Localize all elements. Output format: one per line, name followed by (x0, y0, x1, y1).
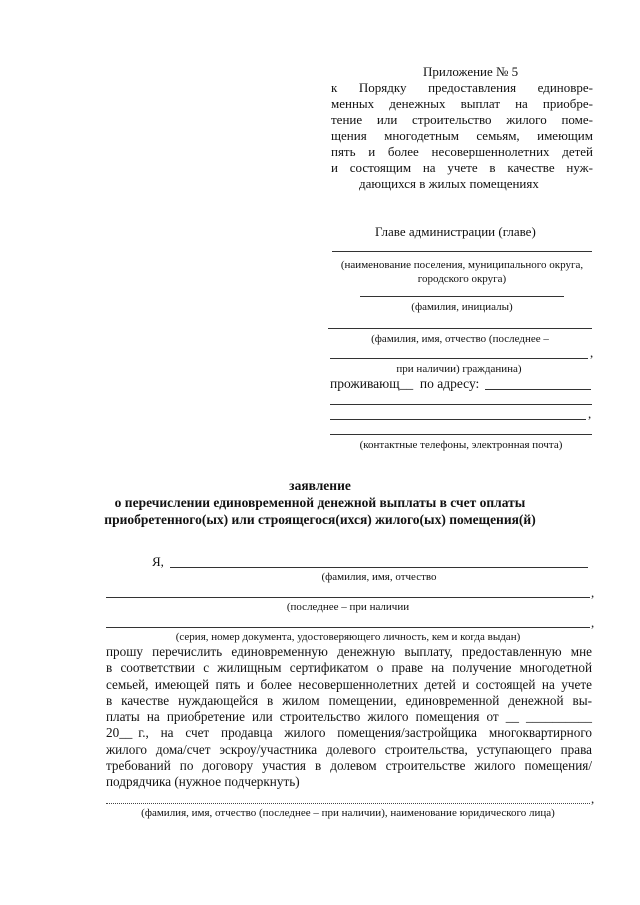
statement-subheading-2: приобретенного(ых) или строящегося(ихся) жилого(ых) помещения(й) (104, 512, 536, 527)
applicant-caption-2: при наличии) гражданина) (396, 363, 522, 375)
settlement-caption (322, 258, 602, 286)
appendix-line: менных денежных выплат на приобре- (331, 96, 593, 111)
appendix-last-line: дающихся в жилых помещениях (359, 176, 539, 191)
fio-comma: , (591, 585, 595, 600)
body-last-line: подрядчика (нужное подчеркнуть) (106, 774, 300, 790)
document-comma: , (591, 615, 595, 630)
address-comma: , (588, 406, 592, 421)
i-label: Я, (152, 554, 164, 569)
body-line: в качестве нуждающейся в жилом помещении, единовременной денежной вы- (106, 692, 592, 708)
appendix-text (331, 80, 593, 176)
statement-subheading-1: о перечислении единовременной денежной выплаты в счет оплаты (114, 495, 526, 510)
fio-line (170, 567, 588, 568)
settlement-line (332, 251, 592, 252)
fio-caption: (фамилия, имя, отчество (321, 571, 437, 583)
head-name-caption: (фамилия, инициалы) (411, 301, 513, 313)
body-line: семьей, имеющей пять и более несовершеннолетних детей и состоящей на учете (106, 676, 592, 692)
fio-caption-2: (последнее – при наличии (286, 601, 410, 613)
contacts-line (330, 434, 592, 435)
appendix-line: щения многодетным семьям, имеющим (331, 128, 593, 143)
document-caption: (серия, номер документа, удостоверяющего личность, кем и когда выдан) (175, 631, 521, 643)
body-line: 20__ г., на счет продавца жилого помещения/застройщика многоквартирного (106, 725, 592, 741)
appendix-line: тение или строительство жилого поме- (331, 112, 593, 127)
address-line-2 (330, 404, 592, 405)
address-line-1 (485, 389, 591, 390)
applicant-comma: , (590, 345, 594, 360)
statement-heading: заявление (289, 478, 351, 493)
recipient-caption: (фамилия, имя, отчество (последнее – при наличии), наименование юридического лица) (141, 807, 555, 819)
contacts-caption: (контактные телефоны, электронная почта) (359, 439, 563, 451)
address-line-3 (330, 419, 586, 420)
fio-line-2 (106, 597, 590, 598)
applicant-line-2 (330, 358, 588, 359)
document-line (106, 627, 590, 628)
appendix-line: и состоящим на учете в качестве нуж- (331, 160, 593, 175)
applicant-line-1 (328, 328, 592, 329)
recipient-comma: , (591, 791, 595, 806)
body-line: прошу перечислить единовременную денежную выплату, предоставленную мне (106, 644, 592, 659)
body-line: жилого дома/счет эскроу/участника долевого строительства, уступающего права (106, 741, 592, 757)
settlement-caption-2: городского округа) (417, 273, 507, 285)
statement-body (106, 644, 592, 791)
appendix-title: Приложение № 5 (423, 64, 519, 79)
body-line: платы на приобретение или строительство жилого помещения от __ __________ (106, 709, 592, 725)
body-line: в соответствии с жилищным сертификатом о праве на получение многодетной (106, 660, 592, 676)
applicant-caption-1: (фамилия, имя, отчество (последнее – (371, 333, 549, 345)
head-name-line (360, 296, 564, 297)
settlement-caption-1: (наименование поселения, муниципального округа, (340, 259, 584, 271)
addressee-to: Главе администрации (главе) (375, 224, 536, 239)
appendix-line: пять и более несовершеннолетних детей (331, 144, 593, 159)
appendix-line: к Порядку предоставления единовре- (331, 80, 593, 95)
body-line: требований по договору участия в долевом строительстве жилого помещения/ (106, 758, 592, 774)
recipient-line (106, 803, 590, 804)
residing-label: проживающ__ по адресу: (330, 376, 480, 391)
